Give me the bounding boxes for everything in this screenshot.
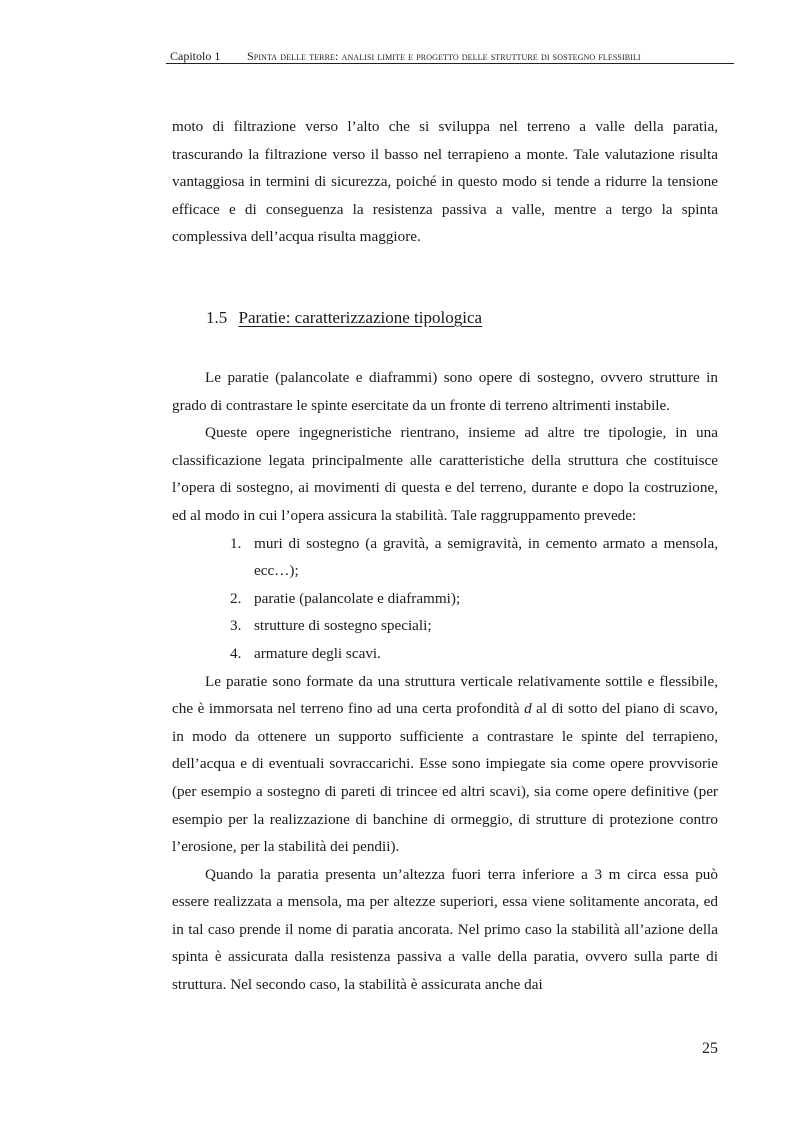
section-number: 1.5: [206, 308, 228, 327]
section-body: [172, 364, 718, 999]
intro-paragraph: moto di filtrazione verso l’alto che si sviluppa nel terreno a valle della paratia, trascurando la filtrazione verso il basso nel terrapieno a monte. Tale valutazione risulta vantaggiosa in termini di sicurezza, poiché in questo modo si tende a ridurre la tensione efficace e di conseguenza la resistenza passiva a valle, mentre a tergo la spinta complessiva dell’acqua risulta maggiore.: [172, 118, 718, 246]
list-number: 4.: [230, 644, 242, 662]
paragraph-3: [172, 668, 718, 861]
section-heading: [206, 308, 482, 328]
section-title: Paratie: caratterizzazione tipologica: [238, 308, 483, 327]
list-text: muri di sostegno (a gravità, a semigravità, in cemento armato a mensola, ecc…);: [254, 534, 718, 580]
list-number: 3.: [230, 617, 242, 635]
list-item: [230, 640, 718, 668]
intro-text: [172, 113, 718, 251]
list-item: [230, 585, 718, 613]
depth-variable: d: [524, 700, 532, 718]
list-text: strutture di sostegno speciali;: [254, 617, 432, 635]
list-item: [230, 530, 718, 585]
page-number: 25: [702, 1040, 718, 1057]
running-header: [166, 47, 734, 64]
paragraph-2: Queste opere ingegneristiche rientrano, insieme ad altre tre tipologie, in una classificazione legata principalmente alle caratteristiche della struttura che costituisce l’opera di sostegno, ai movimenti di questa e del terreno, durante e dopo la costruzione, ed al modo in cui l’opera assicura la stabilità. Tale raggruppamento prevede:: [172, 424, 718, 524]
paragraph-3-start: Le paratie sono formate da una struttura verticale relativamente sottile e flessibile, che è immorsata nel terreno fino ad una certa profondità: [172, 672, 718, 718]
list-text: armature degli scavi.: [254, 644, 381, 662]
typology-list: [172, 530, 718, 668]
paragraph-1: Le paratie (palancolate e diaframmi) sono opere di sostegno, ovvero strutture in grado di contrastare le spinte esercitate da un fronte di terreno altrimenti instabile.: [172, 369, 718, 414]
chapter-label: Capitolo 1: [170, 49, 221, 63]
list-number: 2.: [230, 589, 242, 607]
list-item: [230, 612, 718, 640]
list-text: paratie (palancolate e diaframmi);: [254, 589, 461, 607]
chapter-title: Spinta delle terre: analisi limite e progetto delle strutture di sostegno flessibili: [247, 49, 641, 63]
paragraph-3-end: al di sotto del piano di scavo, in modo da ottenere un supporto sufficiente a contrastare le spinte del terrapieno, dell’acqua e di eventuali sovraccarichi. Esse sono impiegate sia come opere provvisorie (per esempio a sostegno di pareti di trincee ed altri scavi), sia come opere definitive (per esempio per la realizzazione di banchine di ormeggio, di strutture di protezione contro l’erosione, per la stabilità dei pendii).: [172, 700, 719, 856]
paragraph-4: Quando la paratia presenta un’altezza fuori terra inferiore a 3 m circa essa può essere realizzata a mensola, ma per altezze superiori, essa viene solitamente ancorata, ed in tal caso prende il nome di paratia ancorata. Nel primo caso la stabilità all’azione della spinta è assicurata dalla resistenza passiva a valle della paratia, ovvero sulla parte di struttura. Nel secondo caso, la stabilità è assicurata anche dai: [172, 865, 718, 994]
list-number: 1.: [230, 534, 242, 552]
